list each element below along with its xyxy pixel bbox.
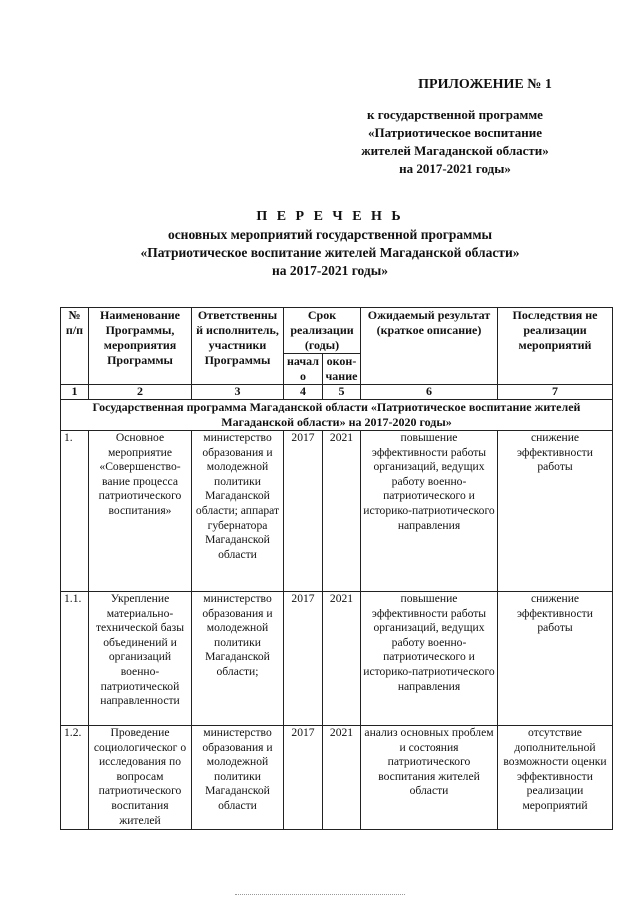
program-row — [61, 400, 613, 431]
row-end-year: 2021 — [323, 431, 361, 592]
row-name: Проведение социологическог о исследования по вопросам патриотического воспитания жителей — [89, 726, 192, 830]
row-start-year: 2017 — [284, 431, 323, 592]
appendix-line: «Патриотическое воспитание — [367, 125, 543, 140]
column-number: 2 — [89, 385, 192, 400]
row-result: повышение эффективности работы организаций, ведущих работу военно-патриотического и историко-патриотического направления — [361, 592, 498, 726]
header-consequences: Последствия не реализации мероприятий — [498, 308, 613, 385]
column-numbers-row — [61, 385, 613, 400]
header-term: Срок реализации (годы) — [284, 308, 361, 354]
row-number: 1.2. — [61, 726, 89, 830]
program-title-cell: Государственная программа Магаданской области «Патриотическое воспитание жителей Магаданской области» на 2017-2020 годы» — [61, 400, 613, 431]
column-number: 7 — [498, 385, 613, 400]
row-number: 1.1. — [61, 592, 89, 726]
header-term-start: начал о — [284, 354, 323, 385]
header-responsible: Ответственны й исполнитель, участники Программы — [192, 308, 284, 385]
row-consequences: отсутствие дополнительной возможности оценки эффективности реализации мероприятий — [498, 726, 613, 830]
row-start-year: 2017 — [284, 592, 323, 726]
column-number: 4 — [284, 385, 323, 400]
row-responsible: министерство образования и молодежной политики Магаданской области; аппарат губернатора Магаданской области — [192, 431, 284, 592]
header-name: Наименование Программы, мероприятия Программы — [89, 308, 192, 385]
table-row — [61, 726, 613, 830]
appendix-line: жителей Магаданской области» — [361, 143, 549, 158]
page-edge-mark — [235, 894, 405, 895]
table-header-row — [61, 308, 613, 354]
document-subtitle-line: «Патриотическое воспитание жителей Магаданской области» — [140, 245, 520, 260]
row-result: анализ основных проблем и состояния патриотического воспитания жителей области — [361, 726, 498, 830]
table-row — [61, 592, 613, 726]
document-subtitle-line: основных мероприятий государственной программы — [167, 227, 493, 242]
document-title: П Е Р Е Ч Е Н Ь — [256, 209, 404, 224]
row-consequences: снижение эффективности работы — [498, 592, 613, 726]
row-consequences: снижение эффективности работы — [498, 431, 613, 592]
table-row — [61, 431, 613, 592]
row-responsible: министерство образования и молодежной политики Магаданской области; — [192, 592, 284, 726]
header-num: № п/п — [61, 308, 89, 385]
appendix-line: на 2017-2021 годы» — [399, 161, 511, 176]
appendix-line: к государственной программе — [367, 107, 543, 122]
appendix-title: ПРИЛОЖЕНИЕ № 1 — [418, 77, 552, 92]
row-start-year: 2017 — [284, 726, 323, 830]
row-number: 1. — [61, 431, 89, 592]
column-number: 6 — [361, 385, 498, 400]
column-number: 3 — [192, 385, 284, 400]
row-end-year: 2021 — [323, 592, 361, 726]
column-number: 5 — [323, 385, 361, 400]
row-name: Основное мероприятие «Совершенство-вание процесса патриотического воспитания» — [89, 431, 192, 592]
header-result: Ожидаемый результат (краткое описание) — [361, 308, 498, 385]
document-subtitle-line: на 2017-2021 годы» — [271, 263, 389, 278]
row-name: Укрепление материально-технической базы объединений и организаций военно-патриотической направленности — [89, 592, 192, 726]
measures-table — [60, 307, 613, 830]
column-number: 1 — [61, 385, 89, 400]
header-term-end: окон-чание — [323, 354, 361, 385]
row-end-year: 2021 — [323, 726, 361, 830]
row-responsible: министерство образования и молодежной политики Магаданской области — [192, 726, 284, 830]
row-result: повышение эффективности работы организаций, ведущих работу военно-патриотического и историко-патриотического направления — [361, 431, 498, 592]
